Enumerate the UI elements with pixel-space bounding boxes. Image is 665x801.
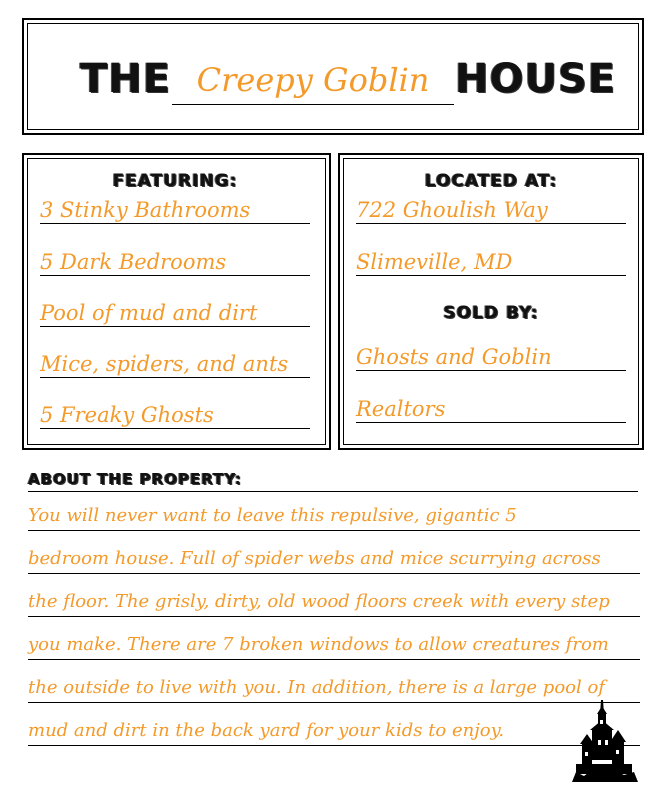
- address-line-1[interactable]: 722 Ghoulish Way: [356, 196, 626, 224]
- feature-item-5[interactable]: 5 Freaky Ghosts: [40, 401, 310, 429]
- about-line-6[interactable]: mud and dirt in the back yard for your kids to enjoy.: [28, 716, 640, 746]
- location-heading: LOCATED AT:: [424, 171, 558, 191]
- haunted-castle-icon: [570, 700, 640, 782]
- feature-item-2[interactable]: 5 Dark Bedrooms: [40, 248, 310, 276]
- title-suffix: HOUSE: [455, 56, 617, 102]
- about-line-2[interactable]: bedroom house. Full of spider webs and mice scurrying across: [28, 544, 640, 574]
- address-line-2[interactable]: Slimeville, MD: [356, 248, 626, 276]
- title-prefix: THE: [80, 56, 172, 102]
- feature-item-4[interactable]: Mice, spiders, and ants: [40, 350, 310, 378]
- about-line-1[interactable]: You will never want to leave this repulsive, gigantic 5: [28, 501, 640, 531]
- about-heading: ABOUT THE PROPERTY:: [28, 470, 638, 492]
- about-line-4[interactable]: you make. There are 7 broken windows to allow creatures from: [28, 630, 640, 660]
- feature-item-3[interactable]: Pool of mud and dirt: [40, 299, 310, 327]
- seller-line-2[interactable]: Realtors: [356, 395, 626, 423]
- feature-item-1[interactable]: 3 Stinky Bathrooms: [40, 196, 310, 224]
- sold-by-heading: SOLD BY:: [443, 303, 539, 323]
- about-line-3[interactable]: the floor. The grisly, dirty, old wood floors creek with every step: [28, 587, 640, 617]
- about-line-5[interactable]: the outside to live with you. In addition, there is a large pool of: [28, 673, 640, 703]
- house-name-field[interactable]: Creepy Goblin: [172, 56, 454, 105]
- seller-line-1[interactable]: Ghosts and Goblin: [356, 343, 626, 371]
- featuring-heading: FEATURING:: [112, 171, 238, 191]
